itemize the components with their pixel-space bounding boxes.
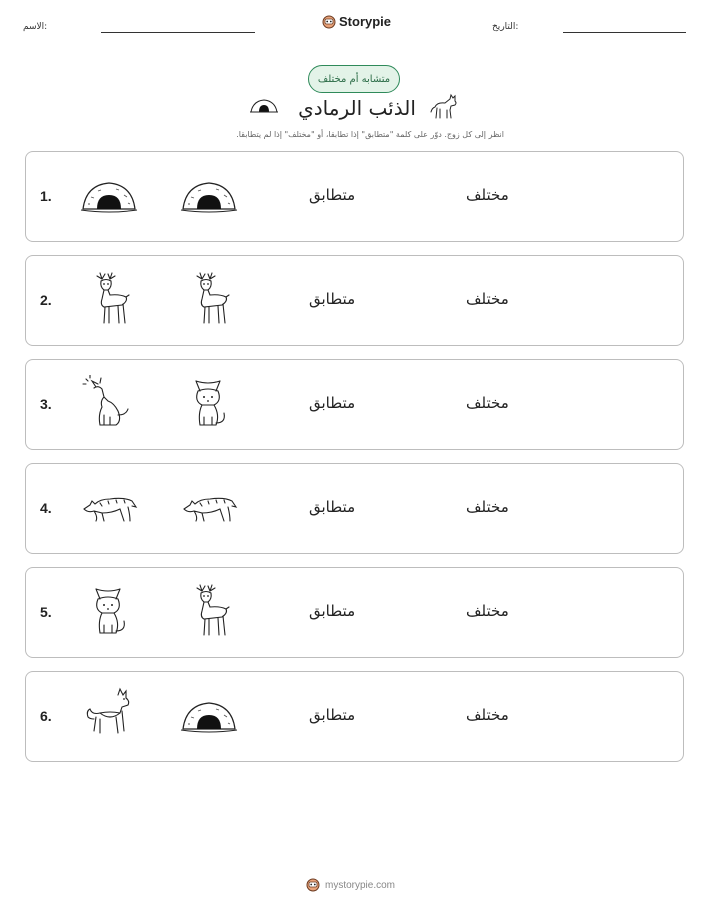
same-option[interactable]: متطابق <box>309 186 356 204</box>
same-option[interactable]: متطابق <box>309 290 356 308</box>
different-option[interactable]: مختلف <box>466 186 509 204</box>
deer-icon <box>180 583 238 643</box>
deer-icon <box>80 271 138 331</box>
question-row <box>25 359 684 450</box>
cave-icon <box>249 98 279 114</box>
same-option[interactable]: متطابق <box>309 602 356 620</box>
wolf-icon <box>429 93 459 121</box>
date-line[interactable] <box>563 32 686 33</box>
prowling-wolf-icon <box>80 479 138 539</box>
sitting-wolf-icon <box>80 583 138 643</box>
different-option[interactable]: مختلف <box>466 602 509 620</box>
question-number: 5. <box>40 604 52 620</box>
same-option[interactable]: متطابق <box>309 706 356 724</box>
standing-wolf-icon <box>80 687 138 747</box>
page-title: الذئب الرمادي <box>298 96 416 120</box>
different-option[interactable]: مختلف <box>466 498 509 516</box>
instructions: انظر إلى كل زوج. دوّر على كلمة "متطابق" إذا تطابقا، أو "مختلف" إذا لم يتطابقا. <box>236 130 504 139</box>
cave-icon <box>180 687 238 747</box>
question-row <box>25 151 684 242</box>
question-number: 6. <box>40 708 52 724</box>
question-number: 3. <box>40 396 52 412</box>
different-option[interactable]: مختلف <box>466 290 509 308</box>
prowling-wolf-icon <box>180 479 238 539</box>
date-label: التاريخ: <box>492 22 519 32</box>
brand-logo <box>322 14 391 29</box>
footer-url[interactable]: mystorypie.com <box>325 879 396 891</box>
name-line[interactable] <box>101 32 255 33</box>
different-option[interactable]: مختلف <box>466 706 509 724</box>
cave-icon <box>80 167 138 227</box>
howling-wolf-icon <box>80 375 138 435</box>
same-option[interactable]: متطابق <box>309 394 356 412</box>
worksheet-type-badge: متشابه أم مختلف <box>308 65 400 93</box>
same-option[interactable]: متطابق <box>309 498 356 516</box>
question-number: 1. <box>40 188 52 204</box>
different-option[interactable]: مختلف <box>466 394 509 412</box>
question-row <box>25 671 684 762</box>
storypie-mascot-icon <box>322 15 336 29</box>
question-row <box>25 567 684 658</box>
storypie-mascot-icon <box>306 878 320 892</box>
question-number: 4. <box>40 500 52 516</box>
question-row <box>25 255 684 346</box>
footer <box>306 878 395 892</box>
brand-name: Storypie <box>339 14 392 29</box>
question-row <box>25 463 684 554</box>
name-label: الاسم: <box>23 22 48 32</box>
cave-icon <box>180 167 238 227</box>
question-number: 2. <box>40 292 52 308</box>
sitting-wolf-icon <box>180 375 238 435</box>
deer-icon <box>180 271 238 331</box>
